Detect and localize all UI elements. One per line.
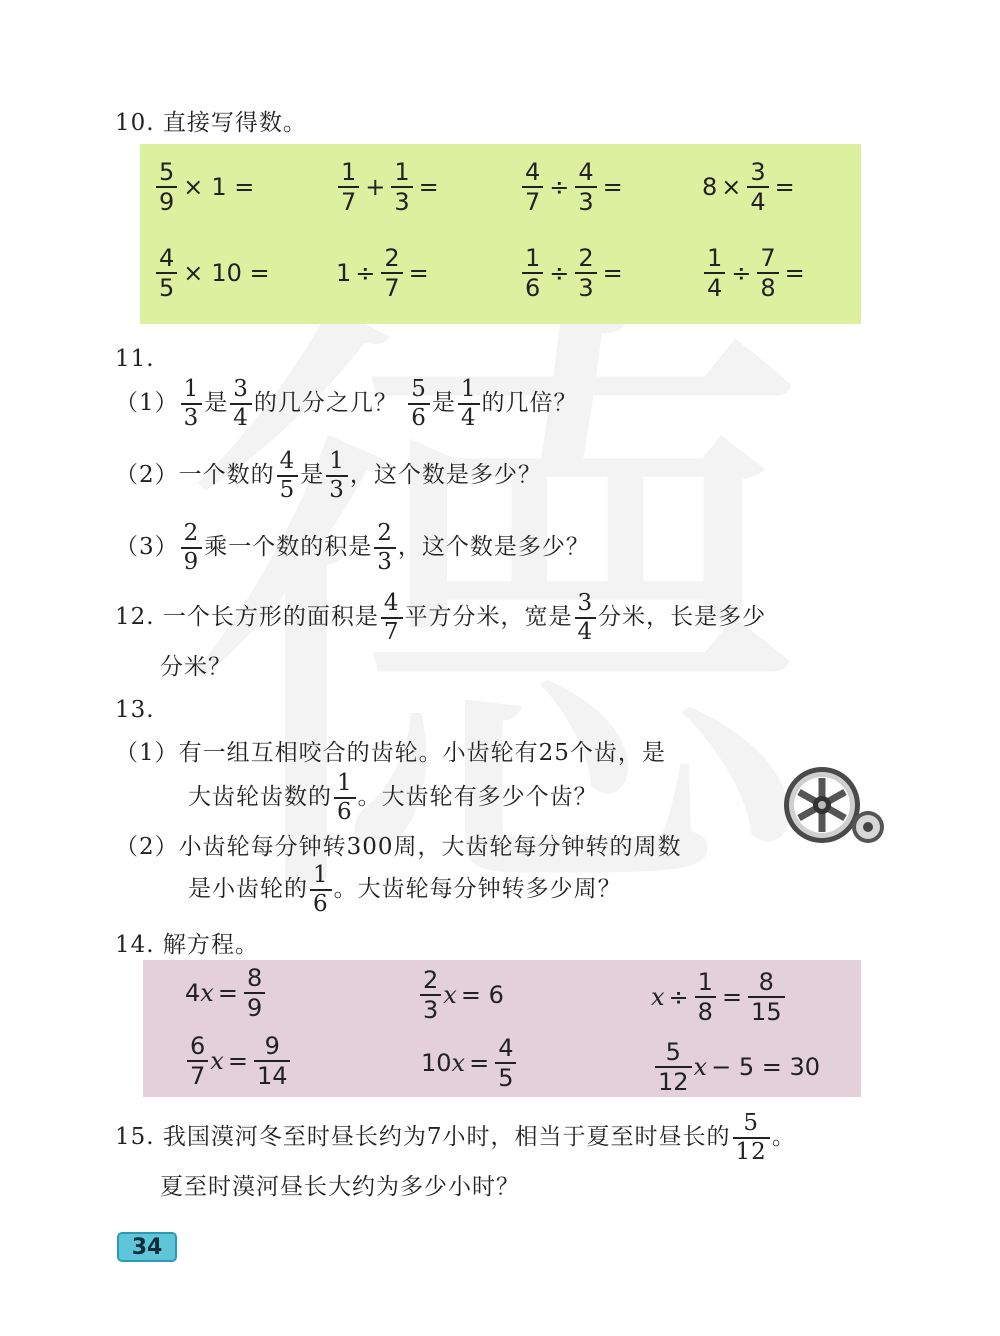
q14-title: 14. 解方程。 xyxy=(115,932,259,958)
text: 。 xyxy=(771,1124,796,1150)
q13-p1-line2 xyxy=(188,772,598,824)
equation-1: 4 x = $\frac{8}{9}$ xyxy=(185,966,267,1020)
fraction: $\frac{4}{5}$ xyxy=(277,450,299,502)
fraction: $\frac{5}{6}$ xyxy=(408,378,430,430)
fraction: $\frac{1}{3}$ xyxy=(326,450,348,502)
q10-item: $\frac{1}{7}$ + $\frac{1}{3}$ = xyxy=(336,160,443,214)
text: 一个数的 xyxy=(178,462,275,488)
q11-p1-number: （1） xyxy=(115,390,179,416)
fraction: $\frac{1}{4}$ xyxy=(458,378,480,430)
q11-part3 xyxy=(115,522,590,574)
q10-box xyxy=(140,144,861,324)
text: 是小齿轮的 xyxy=(188,876,308,902)
text: 是 xyxy=(204,390,229,416)
fraction: $\frac{3}{4}$ xyxy=(230,378,252,430)
gears-illustration xyxy=(780,765,890,855)
text: 。大齿轮有多少个齿？ xyxy=(357,784,598,810)
q11-part1 xyxy=(115,378,578,430)
fraction: $\frac{2}{9}$ xyxy=(181,522,203,574)
small-gear-icon xyxy=(852,811,884,843)
text: 的几分之几？ xyxy=(253,390,398,416)
fraction: $\frac{1}{6}$ xyxy=(334,772,356,824)
q10-item: $\frac{4}{5}$ × 10 = xyxy=(154,246,274,300)
q11-title: 11. xyxy=(115,346,155,372)
q10-item: $\frac{1}{4}$ ÷ $\frac{7}{8}$ = xyxy=(702,246,809,300)
fraction: $\frac{2}{3}$ xyxy=(374,522,396,574)
q13-p1-line1: （1）有一组互相咬合的齿轮。小齿轮有25个齿，是 xyxy=(115,740,666,766)
fraction: $\frac{5}{12}$ xyxy=(733,1112,770,1164)
text: ，这个数是多少？ xyxy=(397,534,590,560)
text: ，这个数是多少？ xyxy=(349,462,542,488)
text: 15. 我国漠河冬至时昼长约为7小时，相当于夏至时昼长的 xyxy=(115,1124,731,1150)
q13-p2-line2 xyxy=(188,864,622,916)
q14-box xyxy=(143,960,861,1097)
fraction: $\frac{1}{3}$ xyxy=(181,378,203,430)
text: 。大齿轮每分钟转多少周？ xyxy=(333,876,622,902)
fraction: $\frac{3}{4}$ xyxy=(575,592,597,644)
text: 平方分米，宽是 xyxy=(404,604,573,630)
text: 大齿轮齿数的 xyxy=(188,784,332,810)
q10-item: 8 × $\frac{3}{4}$ = xyxy=(702,158,795,216)
text: 是 xyxy=(300,462,325,488)
fraction: $\frac{1}{6}$ xyxy=(310,864,332,916)
page-number: 34 xyxy=(117,1232,177,1262)
q10-item: $\frac{1}{6}$ ÷ $\frac{2}{3}$ = xyxy=(520,246,627,300)
equation-6: $\frac{5}{12}$ x − 5 = 30 xyxy=(653,1040,824,1094)
text: 乘一个数的积是 xyxy=(204,534,373,560)
large-gear-icon xyxy=(784,767,860,843)
equation-4: $\frac{6}{7}$ x = $\frac{9}{14}$ xyxy=(185,1034,292,1088)
q15-line2: 夏至时漠河昼长大约为多少小时？ xyxy=(160,1174,520,1200)
q11-p2-number: （2） xyxy=(115,462,179,488)
text: 12. 一个长方形的面积是 xyxy=(115,604,379,630)
q11-part2 xyxy=(115,450,542,502)
text: 是 xyxy=(431,390,456,416)
q15-line1 xyxy=(115,1112,796,1164)
q13-p2-line1: （2）小齿轮每分钟转300周，大齿轮每分钟转的周数 xyxy=(115,834,682,860)
fraction: $\frac{4}{7}$ xyxy=(381,592,403,644)
equation-2: $\frac{2}{3}$ x = 6 xyxy=(418,968,508,1022)
text: 的几倍？ xyxy=(481,390,578,416)
equation-5: 10 x = $\frac{4}{5}$ xyxy=(421,1036,518,1090)
q11-p3-number: （3） xyxy=(115,534,179,560)
q10-item: 1 ÷ $\frac{2}{7}$ = xyxy=(336,244,429,302)
text: 分米，长是多少 xyxy=(598,604,767,630)
q10-title: 10. 直接写得数。 xyxy=(115,110,307,136)
q13-title: 13. xyxy=(115,697,155,723)
q10-item: $\frac{4}{7}$ ÷ $\frac{4}{3}$ = xyxy=(520,160,627,214)
q12-line1 xyxy=(115,592,766,644)
q10-item: $\frac{5}{9}$ × 1 = xyxy=(154,160,258,214)
q12-line2: 分米？ xyxy=(160,654,232,680)
equation-3: x ÷ $\frac{1}{8}$ = $\frac{8}{15}$ xyxy=(651,970,787,1024)
